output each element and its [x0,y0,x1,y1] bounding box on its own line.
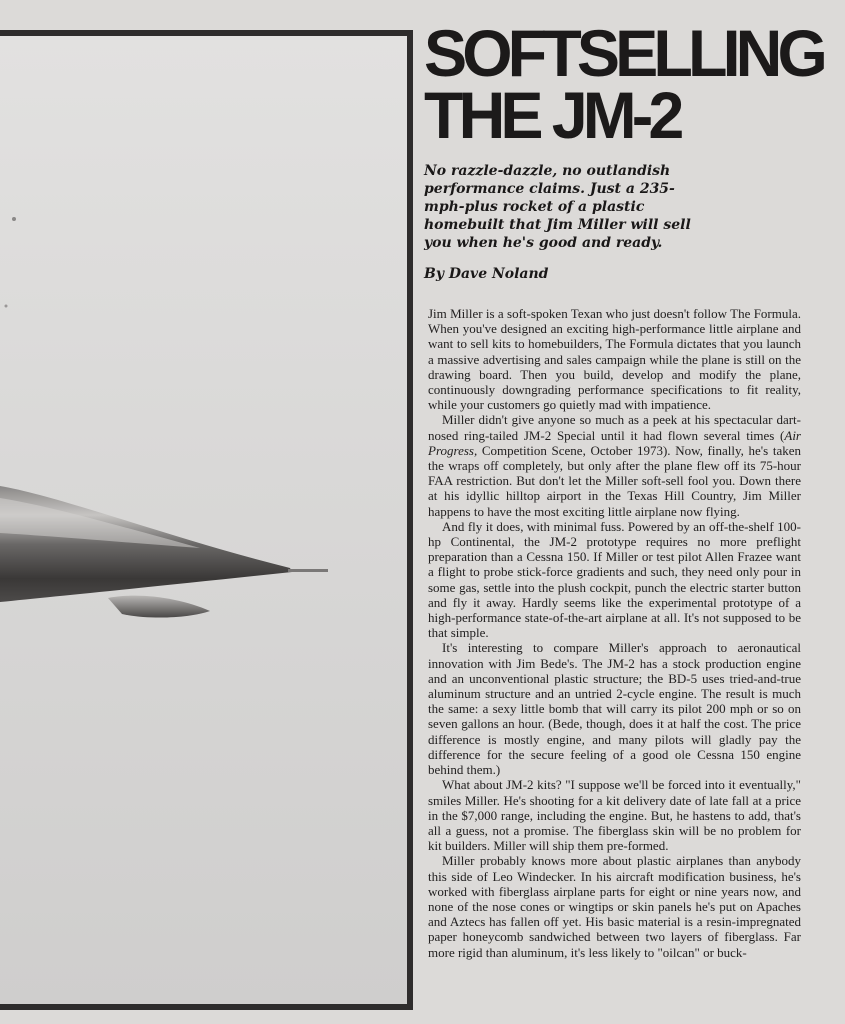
publication-title: Air Progress, [428,427,801,458]
paragraph-1: Jim Miller is a soft-spoken Texan who just doesn't follow The Formula. When you've designed an exciting high-performance little airplane and want to sell kits to homebuilders, The Formula dictates that you launch a massive advertising and sales campaign while the plane is still on the drawing board. Then you build, develop and modify the plane, continuously downgrading performance specifications to fit reality, while your customers go quietly mad with impatience. [428,306,801,413]
airplane-nose-illustration [0,36,407,1010]
paragraph-2-before: Miller didn't give anyone so much as a peek at his spectacular dart-nosed ring-tailed JM-2 Special until it had flown several times ( [428,412,801,443]
paragraph-2-after: Competition Scene, October 1973). Now, finally, he's taken the wraps off completely, but only after the plane flew off its 75-hour FAA restriction. But don't let the Miller soft-sell fool you. Down there at his idyllic hilltop airport in the Texas Hill Country, Jim Miller happens to have the most exciting little airplane now flying. [428,442,801,519]
paragraph-2 [428,412,801,518]
article-header [424,16,823,282]
paragraph-5: What about JM-2 kits? "I suppose we'll be forced into it eventually," smiles Miller. He's shooting for a kit delivery date of late fall at a price in the $7,000 range, including the engine. But, he hastens to add, that's all a guess, not a promise. The fiberglass skin will be no problem for kit builders. Miller will ship them pre-formed. [428,777,801,854]
headline-line-1: SOFTSELLING [424,16,823,90]
paragraph-4: It's interesting to compare Miller's approach to aeronautical innovation with Jim Bede's. The JM-2 has a stock production engine and an unconventional plastic structure; the BD-5 uses tried-and-true aluminum structure and an untried 2-cycle engine. The result is much the same: a sexy little bomb that will carry its pilot 200 mph or so on seven gallons an hour. (Bede, though, does it at half the cost. The price difference is mostly engine, and many pilots will gladly pay the difference for the secure feeling of a good ole Cessna 150 engine behind them.) [428,640,801,778]
deck-subtitle: No razzle-dazzle, no outlandish performance claims. Just a 235-mph-plus rocket of a plastic homebuilt that Jim Miller will sell you when he's good and ready. [424,163,691,251]
headline-line-2: THE JM-2 [424,78,680,152]
byline: By Dave Noland [424,266,549,282]
airplane-photo [0,30,413,1010]
headline [424,16,823,152]
paragraph-3: And fly it does, with minimal fuss. Powered by an off-the-shelf 100-hp Continental, the JM-2 prototype requires no more preflight preparation than a Cessna 150. If Miller or test pilot Allen Frazee want a flight to probe stick-force gradients and such, they need only pour in some gas, settle into the plush cockpit, punch the electric starter button and fly it away. Hardly seems like the experimental prototype of a high-performance state-of-the-art airplane at all. It's not supposed to be that simple. [428,518,801,641]
article-body [428,306,801,960]
paragraph-6: Miller probably knows more about plastic airplanes than anybody this side of Leo Windecker. In his aircraft modification business, he's worked with fiberglass airplane parts for eight or nine years now, and none of the nose cones or wingtips or skin panels he's put on Apaches and Aztecs has fallen off yet. His basic material is a resin-impregnated paper honeycomb sandwiched between two layers of fiberglass. Far more rigid than aluminum, it's less likely to "oilcan" or buck- [428,853,801,960]
